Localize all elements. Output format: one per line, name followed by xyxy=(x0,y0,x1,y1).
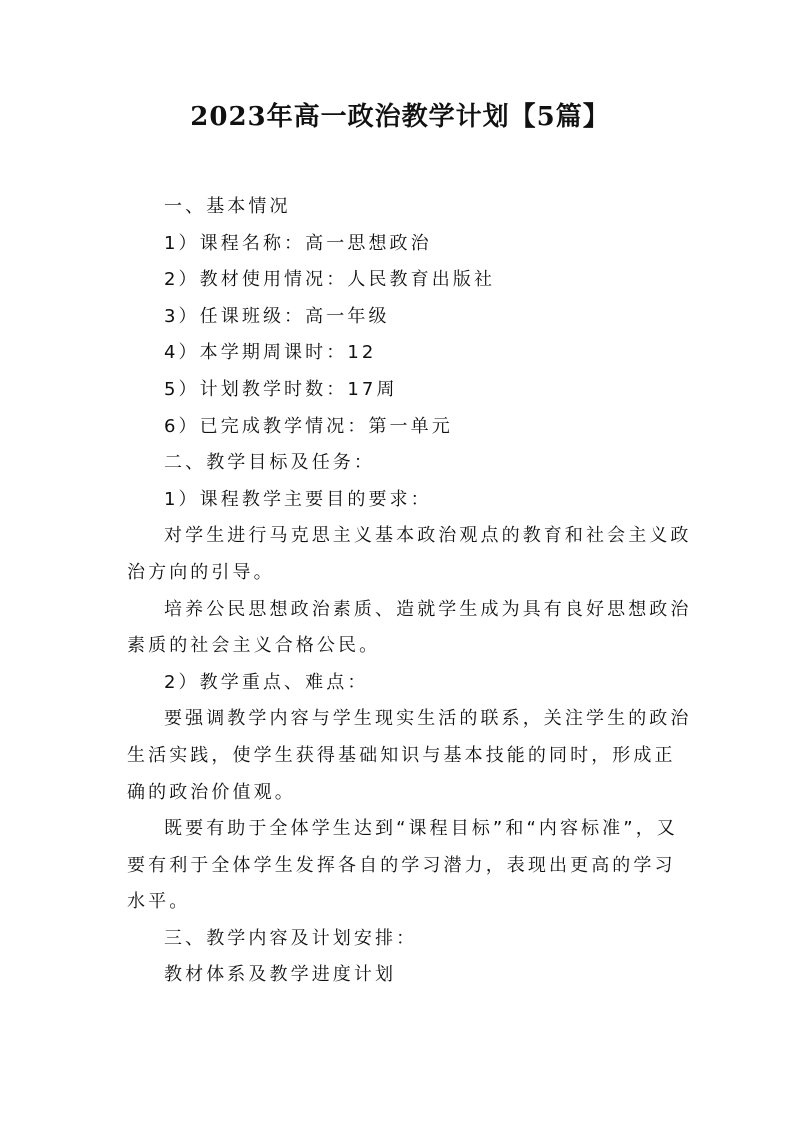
paragraph: 要强调教学内容与学生现实生活的联系，关注学生的政治生活实践，使学生获得基础知识与基本技能的同时，形成正确的政治价值观。 xyxy=(127,708,692,803)
paragraph: 培养公民思想政治素质、造就学生成为具有良好思想政治素质的社会主义合格公民。 xyxy=(127,598,692,657)
section-heading-content: 三、教学内容及计划安排： xyxy=(164,927,418,949)
list-item: 2）教材使用情况：人民教育出版社 xyxy=(164,269,496,291)
list-item: 4）本学期周课时：12 xyxy=(164,342,377,364)
paragraph: 对学生进行马克思主义基本政治观点的教育和社会主义政治方向的引导。 xyxy=(127,525,692,583)
list-item: 3）任课班级：高一年级 xyxy=(164,305,390,327)
subheading: 2）教学重点、难点： xyxy=(164,671,369,693)
document-body xyxy=(127,189,693,994)
list-item: 6）已完成教学情况：第一单元 xyxy=(164,415,453,437)
list-item: 1）课程名称：高一思想政治 xyxy=(164,232,432,254)
document-title: 2023年高一政治教学计划【5篇】 xyxy=(190,102,610,132)
paragraph: 教材体系及教学进度计划 xyxy=(164,964,397,986)
paragraph: 既要有助于全体学生达到“课程目标”和“内容标准”，又要有利于全体学生发挥各自的学习潜力，表现出更高的学习水平。 xyxy=(127,818,678,913)
list-item: 5）计划教学时数：17周 xyxy=(164,378,398,400)
section-heading-goals: 二、教学目标及任务： xyxy=(164,452,375,474)
subheading: 1）课程教学主要目的要求： xyxy=(164,488,432,510)
section-heading-basic-info: 一、基本情况 xyxy=(164,196,291,217)
